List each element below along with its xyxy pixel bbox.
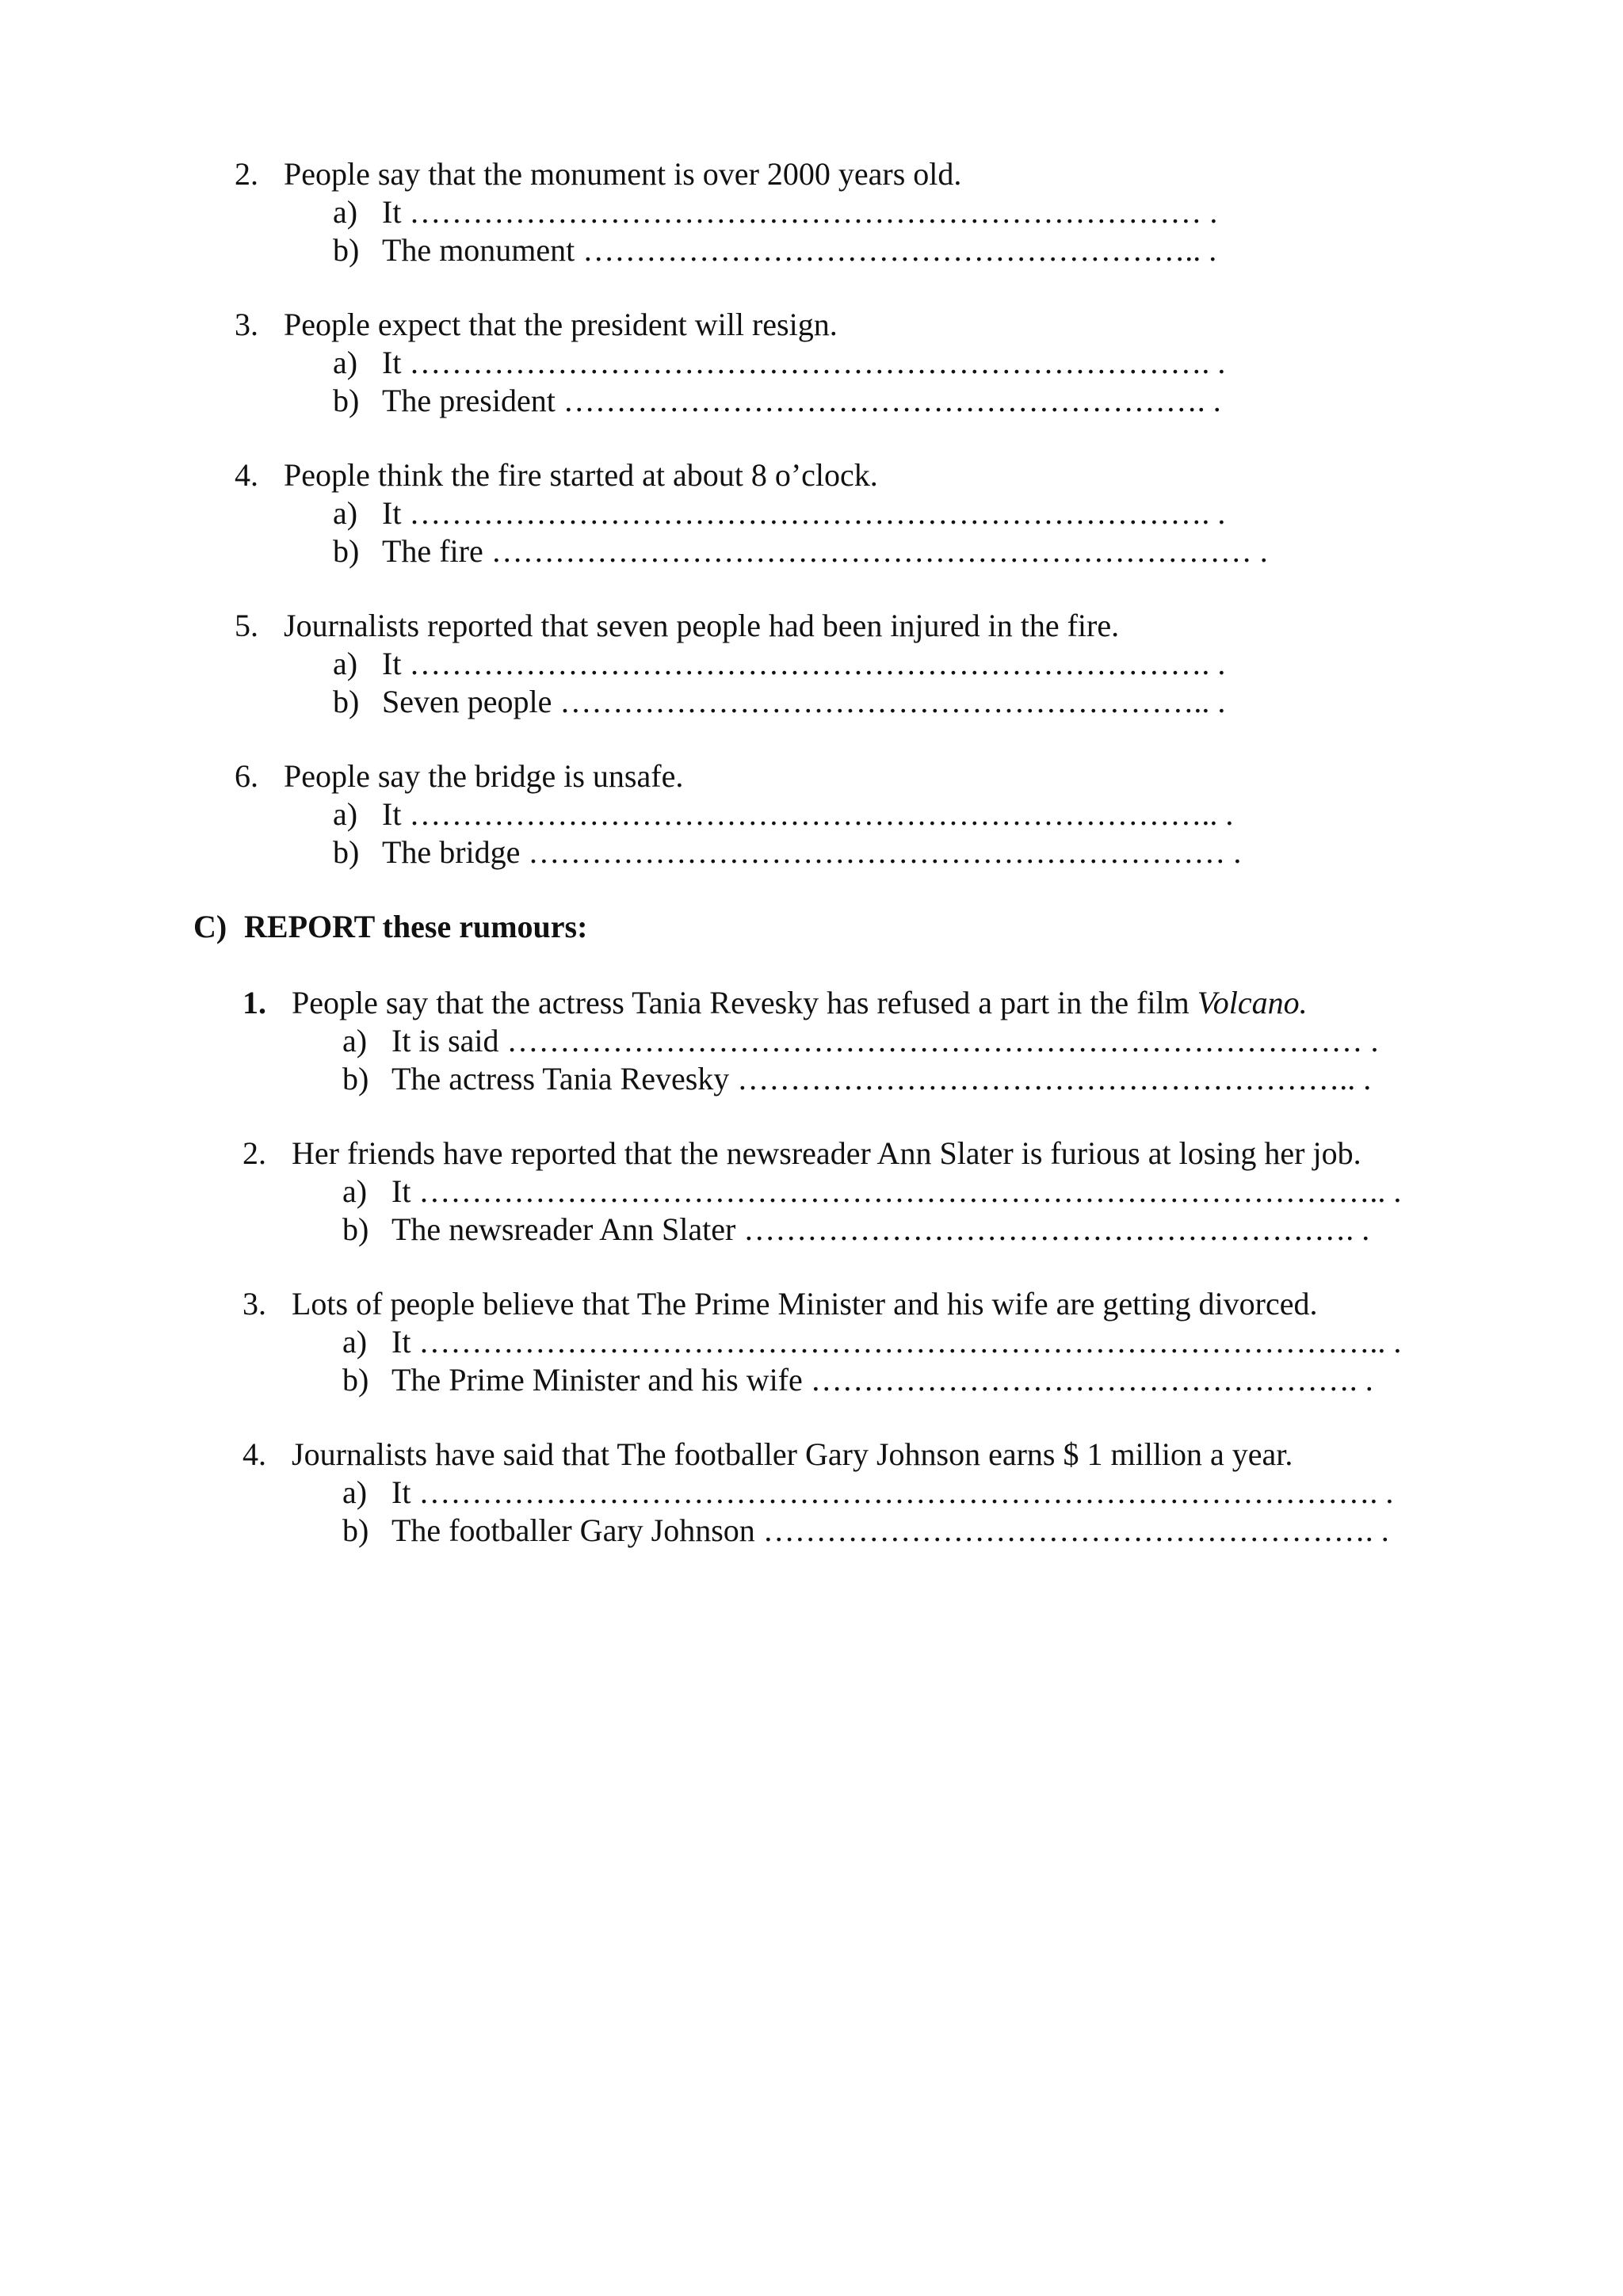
item-b3-prompt: 3. People expect that the president will resign.	[235, 307, 838, 342]
item-b2-answer-a: a) It ………………………………………………………………… .	[333, 194, 1218, 230]
item-b5-prompt: 5. Journalists reported that seven people had been injured in the fire.	[235, 608, 1120, 643]
item-c3-answer-b: b) The Prime Minister and his wife ……………………………………………. .	[342, 1362, 1373, 1398]
item-c3-answer-a: a) It ……………………………………………………………………………….. .	[342, 1324, 1402, 1360]
item-c1-answer-b: b) The actress Tania Revesky ………………………………………………….. .	[342, 1061, 1372, 1097]
item-b4-answer-a: a) It …………………………………………………………………. .	[333, 495, 1226, 531]
item-b3-answer-a: a) It …………………………………………………………………. .	[333, 345, 1226, 380]
item-b5-answer-a: a) It …………………………………………………………………. .	[333, 646, 1226, 681]
item-c4-prompt: 4. Journalists have said that The footballer Gary Johnson earns $ 1 million a year.	[242, 1436, 1293, 1472]
item-c4-answer-b: b) The footballer Gary Johnson …………………………………………………. .	[342, 1512, 1389, 1548]
item-c2-prompt: 2. Her friends have reported that the newsreader Ann Slater is furious at losing her job.	[242, 1135, 1361, 1171]
item-c1-answer-a: a) It is said ……………………………………………………………………… .	[342, 1023, 1379, 1058]
item-b6-prompt: 6. People say the bridge is unsafe.	[235, 758, 684, 794]
item-b6-answer-b: b) The bridge ………………………………………………………… .	[333, 834, 1242, 870]
item-c1-prompt: 1. People say that the actress Tania Revesky has refused a part in the film Volcano.	[242, 985, 1308, 1020]
item-b2-answer-b: b) The monument ………………………………………………….. .	[333, 232, 1217, 268]
item-b4-prompt: 4. People think the fire started at about 8 o’clock.	[235, 457, 878, 493]
item-b4-answer-b: b) The fire ……………………………………………………………… .	[333, 533, 1268, 569]
film-title: Volcano.	[1197, 985, 1308, 1020]
item-b3-answer-b: b) The president ……………………………………………………. .	[333, 383, 1221, 418]
item-b5-answer-b: b) Seven people …………………………………………………….. .	[333, 684, 1226, 719]
item-c2-answer-a: a) It ……………………………………………………………………………….. .	[342, 1173, 1402, 1209]
item-c2-answer-b: b) The newsreader Ann Slater …………………………………………………. .	[342, 1211, 1370, 1247]
section-c-heading: C) REPORT these rumours:	[193, 909, 588, 944]
item-b2-prompt: 2. People say that the monument is over 2000 years old.	[235, 156, 962, 192]
item-b6-answer-a: a) It ………………………………………………………………….. .	[333, 796, 1234, 832]
item-c4-answer-a: a) It ………………………………………………………………………………. .	[342, 1474, 1394, 1510]
item-c3-prompt: 3. Lots of people believe that The Prime Minister and his wife are getting divorced.	[242, 1286, 1318, 1322]
